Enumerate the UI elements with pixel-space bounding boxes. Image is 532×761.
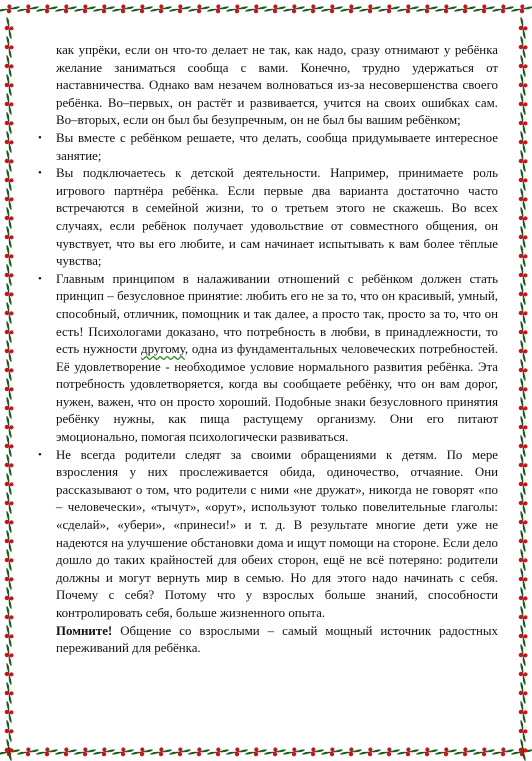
holly-sprig <box>397 741 418 761</box>
holly-sprig <box>17 741 38 761</box>
bullet-icon: • <box>38 272 42 285</box>
holly-sprig <box>226 0 247 20</box>
holly-sprig <box>512 131 532 152</box>
holly-sprig <box>511 0 532 20</box>
holly-sprig <box>378 0 399 20</box>
holly-sprig <box>0 226 20 247</box>
holly-sprig <box>512 454 532 475</box>
holly-sprig <box>340 0 361 20</box>
holly-sprig <box>0 188 20 209</box>
holly-sprig <box>226 741 247 761</box>
holly-sprig <box>511 741 532 761</box>
holly-sprig <box>512 511 532 532</box>
holly-sprig <box>512 492 532 513</box>
bullet-item-1 <box>38 130 498 165</box>
holly-sprig <box>435 741 456 761</box>
holly-sprig <box>0 663 20 684</box>
bullet-text: Вы вместе с ребёнком решаете, что делать, сообща придумываете интересное занятие; <box>56 130 498 163</box>
holly-sprig <box>0 131 20 152</box>
holly-sprig <box>0 606 20 627</box>
holly-sprig <box>55 741 76 761</box>
holly-sprig <box>454 0 475 20</box>
holly-sprig <box>512 112 532 133</box>
holly-sprig <box>512 397 532 418</box>
holly-sprig <box>492 741 513 761</box>
holly-sprig <box>0 682 20 703</box>
holly-sprig <box>207 741 228 761</box>
holly-sprig <box>0 739 20 760</box>
holly-sprig <box>264 741 285 761</box>
holly-sprig <box>416 0 437 20</box>
holly-sprig <box>17 0 38 20</box>
holly-sprig <box>512 549 532 570</box>
holly-sprig <box>0 112 20 133</box>
holly-sprig <box>512 530 532 551</box>
holly-sprig <box>512 568 532 589</box>
holly-sprig <box>0 473 20 494</box>
closing-bold-label: Помните! <box>56 623 113 638</box>
holly-sprig <box>0 0 20 20</box>
holly-sprig <box>0 454 20 475</box>
bullet-icon: • <box>38 448 42 461</box>
holly-sprig <box>0 36 20 57</box>
holly-sprig <box>93 0 114 20</box>
holly-sprig <box>169 0 190 20</box>
bullet-text-after: , одна из фундаментальных человеческих потребностей. Её удовлетворение - необходимое условие нормального развития ребёнка. Эта потребность удовлетворяется, когда вы сообщаете ребёнку, что он вам дорог, нужен, важен, что он просто хороший. Подобные знаки безусловного принятия ребёнку нужны, как пища растущему организму. Они его питают эмоционально, помогая психологически развиваться. <box>56 342 498 445</box>
holly-sprig <box>0 150 20 171</box>
holly-sprig <box>131 741 152 761</box>
holly-sprig <box>512 74 532 95</box>
holly-sprig <box>378 741 399 761</box>
holly-sprig <box>512 169 532 190</box>
holly-sprig <box>416 741 437 761</box>
holly-sprig <box>0 207 20 228</box>
holly-sprig <box>0 55 20 76</box>
holly-sprig <box>0 17 20 38</box>
holly-sprig <box>0 587 20 608</box>
holly-sprig <box>36 0 57 20</box>
bullet-text: Не всегда родители следят за своими обращениями к детям. По мере взросления у них прослеживается обида, одиночество, отчаяние. Они рассказывают о том, что родители с ними «не дружат», никогда не говорят «по – человечески», «тычут», «орут», используют только повелительные глаголы: «сделай», «убери», «принеси!» и т. д. В результате многие дети уже не надеются на улучшение обстановки дома и ищут помощи на стороне. Если дело дошло до таких крайностей для обеих сторон, ещё не всё потеряно: родители должны и могут вернуть мир в семью. Но для этого надо начинать с себя. Почему с себя? Потому что у взрослых больше знаний, способности контролировать себя, больше жизненного опыта. <box>56 447 498 620</box>
bullet-item-4 <box>38 447 498 623</box>
bullet-text-before: Главным принципом в налаживании отношений с ребёнком должен стать принцип – безусловное принятие: любить его не за то, что он красивый, умный, способный, отличник, помощник и так далее, а просто так, просто за то, что он есть! Психологами доказано, что потребность в любви, в принадлежности, то есть нужности <box>56 271 498 357</box>
holly-sprig <box>512 606 532 627</box>
holly-sprig <box>0 644 20 665</box>
holly-sprig <box>264 0 285 20</box>
holly-sprig <box>512 55 532 76</box>
holly-sprig <box>0 302 20 323</box>
holly-sprig <box>512 473 532 494</box>
holly-sprig <box>0 93 20 114</box>
holly-sprig <box>0 625 20 646</box>
holly-sprig <box>435 0 456 20</box>
bullet-icon: • <box>38 167 42 180</box>
holly-sprig <box>512 435 532 456</box>
holly-sprig <box>0 701 20 722</box>
holly-sprig <box>321 741 342 761</box>
holly-sprig <box>150 0 171 20</box>
bullet-icon: • <box>38 131 42 144</box>
holly-sprig <box>0 741 20 761</box>
holly-sprig <box>512 36 532 57</box>
holly-sprig <box>512 701 532 722</box>
holly-sprig <box>0 568 20 589</box>
holly-sprig <box>55 0 76 20</box>
holly-sprig <box>0 264 20 285</box>
holly-sprig <box>283 741 304 761</box>
holly-sprig <box>207 0 228 20</box>
intro-paragraph: как упрёки, если он что-то делает не так, как надо, сразу отнимают у ребёнка желание заниматься сообща с вами. Конечно, трудно удержаться от наставничества. Однако вам незачем волноваться из-за несовершенства своего ребёнка. Во–первых, он растёт и развивается, учится на своих ошибках сам. Во–вторых, если он был бы безупречным, он не был бы вашим ребёнком; <box>56 43 498 128</box>
holly-sprig <box>0 283 20 304</box>
holly-sprig <box>512 245 532 266</box>
holly-sprig <box>131 0 152 20</box>
holly-sprig <box>512 264 532 285</box>
holly-sprig <box>0 511 20 532</box>
holly-sprig <box>512 93 532 114</box>
holly-sprig <box>169 741 190 761</box>
holly-sprig <box>0 359 20 380</box>
holly-sprig <box>512 682 532 703</box>
holly-sprig <box>512 188 532 209</box>
holly-sprig <box>188 0 209 20</box>
holly-sprig <box>512 321 532 342</box>
holly-sprig <box>512 226 532 247</box>
holly-sprig <box>473 741 494 761</box>
holly-sprig <box>0 416 20 437</box>
holly-sprig <box>0 397 20 418</box>
holly-sprig <box>0 549 20 570</box>
holly-sprig <box>283 0 304 20</box>
holly-sprig <box>321 0 342 20</box>
closing-paragraph <box>56 623 498 658</box>
holly-sprig <box>93 741 114 761</box>
holly-sprig <box>512 720 532 741</box>
bullet-item-3 <box>38 271 498 447</box>
holly-sprig <box>359 0 380 20</box>
holly-sprig <box>112 741 133 761</box>
holly-sprig <box>454 741 475 761</box>
holly-sprig <box>397 0 418 20</box>
holly-sprig <box>512 359 532 380</box>
holly-sprig <box>245 741 266 761</box>
bullet-item-2 <box>38 165 498 271</box>
holly-sprig <box>74 0 95 20</box>
holly-sprig <box>245 0 266 20</box>
holly-sprig <box>512 283 532 304</box>
holly-sprig <box>492 0 513 20</box>
closing-text: Общение со взрослыми – самый мощный источник радостных переживаний для ребёнка. <box>56 623 498 656</box>
bullet-list <box>38 130 498 623</box>
holly-sprig <box>188 741 209 761</box>
holly-sprig <box>512 739 532 760</box>
holly-sprig <box>512 625 532 646</box>
holly-sprig <box>512 150 532 171</box>
document-body <box>38 42 498 658</box>
holly-sprig <box>36 741 57 761</box>
holly-sprig <box>512 302 532 323</box>
holly-sprig <box>340 741 361 761</box>
holly-sprig <box>0 340 20 361</box>
holly-sprig <box>0 245 20 266</box>
holly-sprig <box>0 378 20 399</box>
holly-sprig <box>0 321 20 342</box>
holly-sprig <box>512 644 532 665</box>
holly-sprig <box>0 720 20 741</box>
spellcheck-marked-word: другому <box>141 342 185 357</box>
holly-sprig <box>359 741 380 761</box>
holly-sprig <box>512 378 532 399</box>
holly-sprig <box>473 0 494 20</box>
bullet-text: Вы подключаетесь к детской деятельности. Например, принимаете роль игрового партнёра ребёнка. Если первые два варианта достаточно часто встречаются в семейной жизни, то о третьем этого не скажешь. Во всех случаях, если ребёнок получает удовольствие от совместного общения, он чувствует, что вы его любите, и сам начинает испытывать к вам более тёплые чувства; <box>56 166 498 269</box>
holly-sprig <box>0 492 20 513</box>
holly-sprig <box>512 207 532 228</box>
holly-sprig <box>74 741 95 761</box>
holly-sprig <box>0 74 20 95</box>
holly-sprig <box>512 587 532 608</box>
holly-sprig <box>512 17 532 38</box>
holly-sprig <box>0 435 20 456</box>
holly-sprig <box>302 741 323 761</box>
holly-sprig <box>512 340 532 361</box>
holly-sprig <box>512 663 532 684</box>
holly-sprig <box>302 0 323 20</box>
holly-sprig <box>0 530 20 551</box>
holly-sprig <box>150 741 171 761</box>
holly-sprig <box>0 169 20 190</box>
holly-sprig <box>112 0 133 20</box>
holly-sprig <box>512 416 532 437</box>
